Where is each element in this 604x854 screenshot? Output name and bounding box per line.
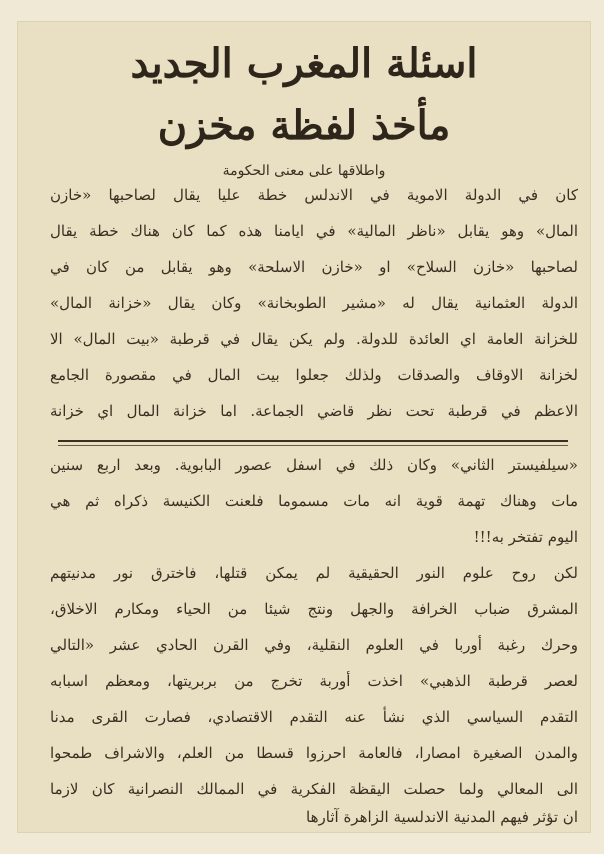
document-page	[18, 22, 590, 832]
text-line: لعصر قرطبة الذهبي» اخذت أوربة تخرج من بربريتها، ومعظم اسبابه	[50, 672, 578, 690]
section-divider	[58, 440, 568, 442]
text-line: التقدم السياسي الذي نشأ عنه التقدم الاقتصادي، فصارت القرى مدنا	[50, 708, 578, 726]
article-title-line2: مأخذ لفظة مخزن	[157, 102, 451, 149]
article-title-line1: اسئلة المغرب الجديد	[130, 40, 478, 87]
text-line: لصاحبها «خازن السلاح» او «خازن الاسلحة» وهو يقابل من كان في	[50, 258, 578, 276]
text-line: للخزانة العامة اي العائدة للدولة. ولم يكن يقال في قرطبة «بيت المال» الا	[50, 330, 578, 348]
section-divider-thin	[58, 445, 568, 446]
text-line: «سيلفيستر الثاني» وكان ذلك في اسفل عصور البابوية. وبعد اربع سنين	[50, 456, 578, 474]
text-line: ان تؤثر فيهم المدنية الاندلسية الزاهرة آثارها	[306, 808, 578, 826]
text-line: اليوم تفتخر به!!!	[473, 528, 578, 546]
text-line: لكن روح علوم النور الحقيقية لم يمكن قتلها، فاخترق نور مدنيتهم	[50, 564, 578, 582]
text-line: لخزانة الاوقاف والصدقات ولذلك جعلوا بيت المال في مقصورة الجامع	[50, 366, 578, 384]
text-line: والمدن الصغيرة امصارا، فالعامة احرزوا قسطا من العلم، والاشراف طمحوا	[50, 744, 578, 762]
text-line: الدولة العثمانية يقال له «مشير الطوبخانة» وكان يقال «خزانة المال»	[50, 294, 578, 312]
text-line: مات وهناك تهمة قوية انه مات مسموما فلعنت الكنيسة ذكراه ثم هي	[50, 492, 578, 510]
article-subtitle: واطلاقها على معنى الحكومة	[222, 163, 386, 179]
text-line: الاعظم في قرطبة تحت نظر قاضي الجماعة. اما خزانة المال اي خزانة	[50, 402, 578, 420]
text-line: كان في الدولة الاموية في الاندلس خطة عليا يقال لصاحبها «خازن	[50, 186, 578, 204]
text-line: المال» وهو يقابل «ناظر المالية» في ايامنا هذه كما كان هناك خطة يقال	[50, 222, 578, 240]
text-line: الى المعالي ولما حصلت اليقظة الفكرية في الممالك النصرانية كان لازما	[50, 780, 578, 798]
text-line: وحرك رغبة أوربا في العلوم النقلية، وفي القرن الحادي عشر «التالي	[50, 636, 578, 654]
text-line: المشرق ضباب الخرافة والجهل ونتج شيئا من الحياء ومكارم الاخلاق،	[50, 600, 578, 618]
